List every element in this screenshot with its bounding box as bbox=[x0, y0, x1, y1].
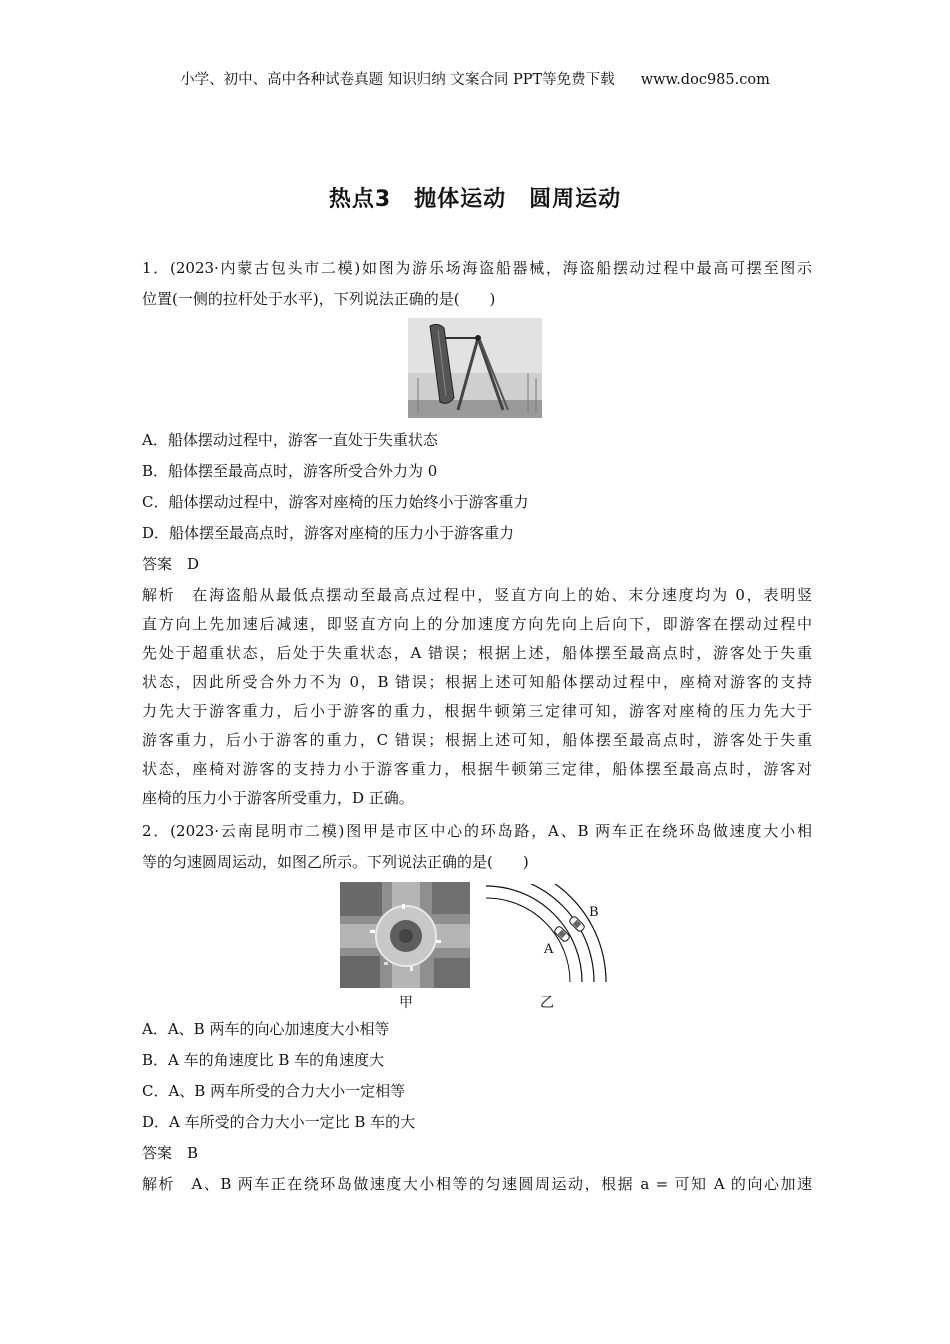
q1-analysis-line-8: 座椅的压力小于游客所受重力，D 正确。 bbox=[142, 789, 414, 807]
q1-option-a: A．船体摆动过程中，游客一直处于失重状态 bbox=[142, 431, 438, 449]
q1-analysis-line-4: 状态，因此所受合外力不为 0，B 错误；根据上述可知船体摆动过程中，座椅对游客的支持 bbox=[142, 673, 812, 691]
car-a-icon bbox=[554, 926, 571, 943]
q2-option-c: C．A、B 两车所受的合力大小一定相等 bbox=[142, 1082, 406, 1100]
header-site[interactable]: www.doc985.com bbox=[640, 72, 770, 88]
q1-analysis-line-6: 游客重力，后小于游客的重力，C 错误；根据上述可知，船体摆至最高点时，游客处于失重 bbox=[142, 731, 812, 749]
q2-stem-line-1: 2．(2023·云南昆明市二模)图甲是市区中心的环岛路，A、B 两车正在绕环岛做速度大小相 bbox=[142, 822, 812, 840]
roundabout-diagram bbox=[482, 884, 614, 984]
q1-analysis-line-1: 解析 在海盗船从最低点摆动至最高点过程中，竖直方向上的始、末分速度均为 0，表明竖 bbox=[142, 586, 812, 604]
q1-analysis-line-3: 先处于超重状态，后处于失重状态，A 错误；根据上述，船体摆至最高点时，游客处于失重 bbox=[142, 644, 812, 662]
q1-answer: 答案 D bbox=[142, 555, 200, 573]
roundabout-aerial-image bbox=[340, 882, 470, 988]
car-b-icon bbox=[569, 916, 586, 933]
q1-analysis-line-7: 状态，座椅对游客的支持力小于游客重力，根据牛顿第三定律，船体摆至最高点时，游客对 bbox=[142, 760, 812, 778]
pirate-ship-photo bbox=[408, 318, 542, 418]
q1-analysis-line-2: 直方向上先加速后减速，即竖直方向上的分加速度方向先向上后向下，即游客在摆动过程中 bbox=[142, 615, 812, 633]
figure-label-jia: 甲 bbox=[399, 995, 413, 1011]
pirate-ship-image bbox=[408, 318, 542, 418]
q2-answer: 答案 B bbox=[142, 1144, 199, 1162]
car-b-label: B bbox=[589, 905, 599, 920]
q1-analysis-line-5: 力先大于游客重力，后小于游客的重力，根据牛顿第三定律可知，游客对座椅的压力先大于 bbox=[142, 702, 812, 720]
q2-analysis-line-1: 解析 A、B 两车正在绕环岛做速度大小相等的匀速圆周运动，根据 a = 可知 A 的向心加速 bbox=[142, 1175, 812, 1193]
figure-label-yi: 乙 bbox=[540, 995, 554, 1011]
q1-stem-line-2: 位置(一侧的拉杆处于水平)，下列说法正确的是( ) bbox=[142, 290, 496, 308]
q2-option-a: A．A、B 两车的向心加速度大小相等 bbox=[142, 1020, 390, 1038]
page-header bbox=[0, 68, 950, 89]
q1-stem-line-1: 1．(2023·内蒙古包头市二模)如图为游乐场海盗船器械，海盗船摆动过程中最高可摆至图示 bbox=[142, 259, 812, 277]
q2-stem-line-2: 等的匀速圆周运动，如图乙所示。下列说法正确的是( ) bbox=[142, 853, 529, 871]
roundabout-aerial-photo bbox=[340, 882, 470, 988]
q1-option-d: D．船体摆至最高点时，游客对座椅的压力小于游客重力 bbox=[142, 524, 515, 542]
q1-option-b: B．船体摆至最高点时，游客所受合外力为 0 bbox=[142, 462, 438, 480]
q2-option-b: B．A 车的角速度比 B 车的角速度大 bbox=[142, 1051, 385, 1069]
page-title: 热点3 抛体运动 圆周运动 bbox=[328, 187, 622, 212]
roundabout-diagram-svg bbox=[482, 884, 614, 984]
car-a-label: A bbox=[544, 942, 554, 957]
header-text: 小学、初中、高中各种试卷真题 知识归纳 文案合同 PPT等免费下载 bbox=[180, 72, 615, 88]
q1-option-c: C．船体摆动过程中，游客对座椅的压力始终小于游客重力 bbox=[142, 493, 529, 511]
q2-option-d: D．A 车所受的合力大小一定比 B 车的大 bbox=[142, 1113, 416, 1131]
